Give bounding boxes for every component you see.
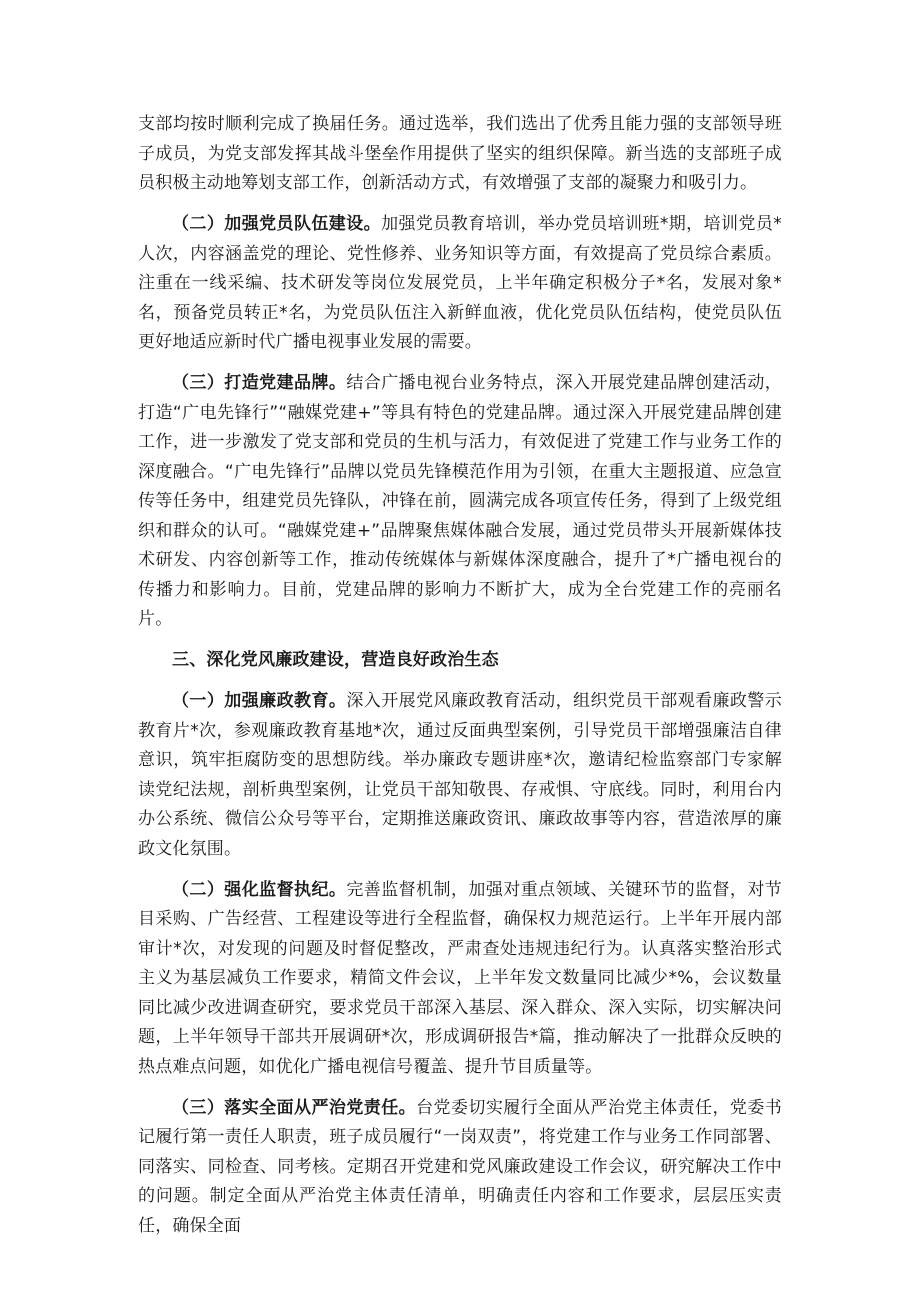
paragraph-text: 加强党员教育培训，举办党员培训班*期，培训党员*人次，内容涵盖党的理论、党性修养、业务知识等方面，有效提高了党员综合素质。注重在一线采编、技术研发等岗位发展党员，上半年确定积极分子*名，发展对象*名，预备党员转正*名，为党员队伍注入新鲜血液，优化党员队伍结构，使党员队伍更好地适应新时代广播电视事业发展的需要。 — [138, 214, 782, 352]
paragraph-branch-election — [138, 110, 782, 199]
paragraph-lead: （三）落实全面从严治党责任。 — [172, 1097, 417, 1118]
paragraph-party-brand — [138, 369, 782, 635]
paragraph-text: 台党委切实履行全面从严治党主体责任，党委书记履行第一责任人职责，班子成员履行“一岗双责”，将党建工作与业务工作同部署、同落实、同检查、同考核。定期召开党建和党风廉政建设工作会议，研究解决工作中的问题。制定全面从严治党主体责任清单，明确责任内容和工作要求，层层压实责任，确保全面 — [138, 1097, 782, 1236]
paragraph-lead: （一）加强廉政教育。 — [172, 691, 347, 711]
paragraph-supervision — [138, 876, 782, 1083]
paragraph-text: 完善监督机制，加强对重点领域、关键环节的监督，对节目采购、广告经营、工程建设等进行全程监督，确保权力规范运行。上半年开展内部审计*次，对发现的问题及时督促整改，严肃查处违规违纪行为。认真落实整治形式主义为基层减负工作要求，精简文件会议，上半年发文数量同比减少*%，会议数量同比减少改进调查研究，要求党员干部深入基层、深入群众、深入实际，切实解决问题，上半年领导干部共开展调研*次，形成调研报告*篇，推动解决了一批群众反映的热点难点问题，如优化广播电视信号覆盖、提升节目质量等。 — [138, 879, 783, 1077]
paragraph-lead: （二）强化监督执纪。 — [172, 879, 347, 900]
section-heading-3: 三、深化党风廉政建设，营造良好政治生态 — [172, 650, 499, 670]
paragraph-lead: （二）加强党员队伍建设。 — [172, 214, 382, 234]
paragraph-text: 支部均按时顺利完成了换届任务。通过选举，我们选出了优秀且能力强的支部领导班子成员，为党支部发挥其战斗堡垒作用提供了坚实的组织保障。新当选的支部班子成员积极主动地筹划支部工作，创新活动方式，有效增强了支部的凝聚力和吸引力。 — [138, 114, 782, 193]
paragraph-member-team — [138, 210, 782, 358]
paragraph-strict-governance — [138, 1094, 782, 1242]
paragraph-text: 深入开展党风廉政教育活动，组织党员干部观看廉政警示教育片*次，参观廉政教育基地*次，通过反面典型案例，引导党员干部增强廉洁自律意识，筑牢拒腐防变的思想防线。举办廉政专题讲座*次，邀请纪检监察部门专家解读党纪法规，剖析典型案例，让党员干部知敬畏、存戒惧、守底线。同时，利用台内办公系统、微信公众号等平台，定期推送廉政资讯、廉政故事等内容，营造浓厚的廉政文化氛围。 — [138, 691, 783, 859]
paragraph-text: 结合广播电视台业务特点，深入开展党建品牌创建活动，打造“广电先锋行”“融媒党建+”等具有特色的党建品牌。通过深入开展党建品牌创建工作，进一步激发了党支部和党员的生机与活力，有效促进了党建工作与业务工作的深度融合。“广电先锋行”品牌以党员先锋模范作用为引领，在重大主题报道、应急宣传等任务中，组建党员先锋队，冲锋在前，圆满完成各项宣传任务，得到了上级党组织和群众的认可。“融媒党建+”品牌聚焦媒体融合发展，通过党员带头开展新媒体技术研发、内容创新等工作，推动传统媒体与新媒体深度融合，提升了*广播电视台的传播力和影响力。目前，党建品牌的影响力不断扩大，成为全台党建工作的亮丽名片。 — [138, 373, 783, 629]
paragraph-integrity-education — [138, 687, 782, 864]
paragraph-lead: （三）打造党建品牌。 — [172, 373, 347, 393]
